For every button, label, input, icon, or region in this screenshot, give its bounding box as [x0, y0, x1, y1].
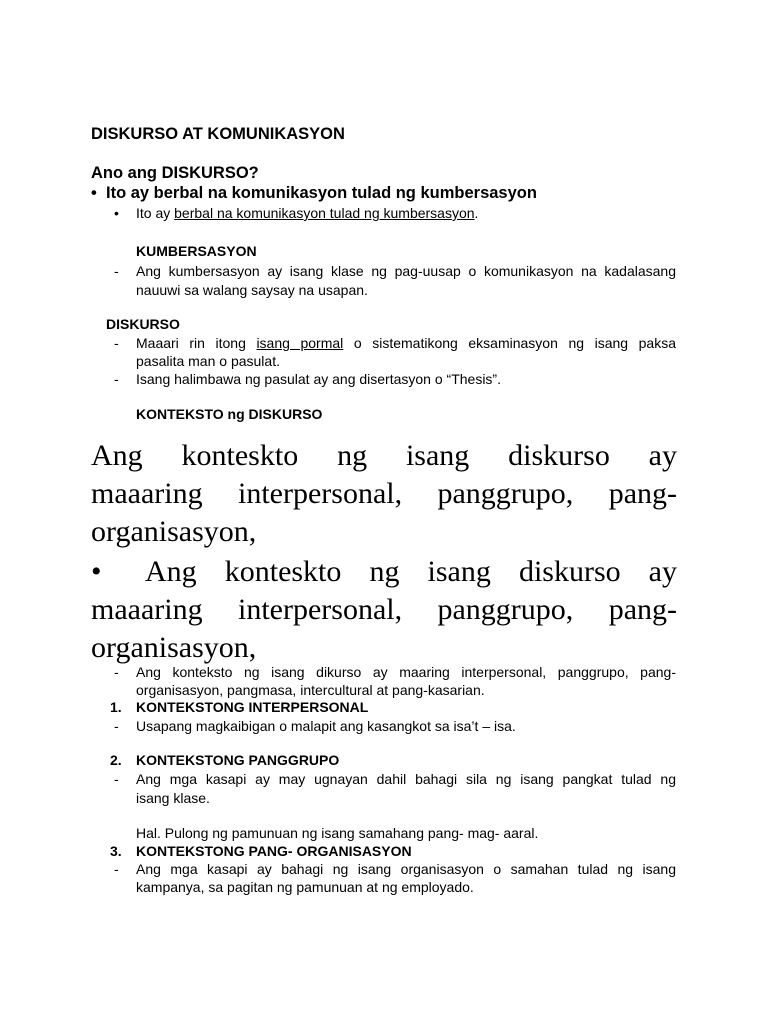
big-para-line3: organisasyon, [91, 515, 257, 548]
big-bullet-mark: • [91, 555, 102, 588]
document-title: DISKURSO AT KOMUNIKASYON [91, 125, 345, 143]
section-1-line1: Usapang magkaibigan o malapit ang kasangkot sa isa’t – isa. [136, 718, 516, 734]
diskurso-item1-suffix: o sistematikong eksaminasyon ng isang paksa [343, 335, 676, 351]
big-bullet-line2: maaaring interpersonal, panggrupo, pang- [91, 593, 677, 626]
sub-bullet-prefix: Ito ay [136, 205, 175, 221]
konteksto-heading: KONTEKSTO ng DISKURSO [136, 406, 323, 422]
sub-bullet-text [136, 204, 478, 223]
big-bullet-line3: organisasyon, [91, 631, 257, 664]
section-2-line1: Ang mga kasapi ay may ugnayan dahil bahagi sila ng isang pangkat tulad ng [136, 771, 676, 787]
section-question: Ano ang DISKURSO? [91, 164, 259, 182]
sub-bullet-mark: • [114, 205, 119, 221]
big-para-line2: maaaring interpersonal, panggrupo, pang- [91, 477, 677, 510]
diskurso-item2: Isang halimbawa ng pasulat ay ang disertasyon o “Thesis”. [136, 371, 501, 387]
intro-bullet-mark: • [91, 184, 97, 202]
section-1-dash: - [114, 718, 119, 734]
konteksto-item-line1: Ang konteksto ng isang dikurso ay maaring interpersonal, panggrupo, pang- [136, 664, 676, 680]
section-3-heading: KONTEKSTONG PANG- ORGANISASYON [136, 843, 412, 859]
sub-bullet-suffix: . [474, 205, 479, 221]
section-2-line2: isang klase. [136, 790, 210, 806]
diskurso-item1-line1 [136, 334, 676, 353]
sub-bullet-underlined: berbal na komunikasyon tulad ng kumbersasyon [174, 205, 475, 221]
intro-bullet-text: Ito ay berbal na komunikasyon tulad ng kumbersasyon [106, 184, 537, 202]
diskurso-heading: DISKURSO [106, 316, 180, 332]
section-3-line2: kampanya, sa pagitan ng pamunuan at ng employado. [136, 879, 474, 895]
diskurso-item1-line2: pasalita man o pasulat. [136, 353, 280, 369]
section-2-dash: - [114, 771, 119, 787]
section-2-number: 2. [110, 752, 122, 768]
konteksto-dash: - [114, 664, 119, 680]
section-2-heading: KONTEKSTONG PANGGRUPO [136, 752, 340, 768]
section-3-line1: Ang mga kasapi ay bahagi ng isang organisasyon o samahan tulad ng isang [136, 861, 676, 877]
section-3-dash: - [114, 861, 119, 877]
konteksto-item-line2: organisasyon, pangmasa, intercultural at pang-kasarian. [136, 682, 485, 698]
section-2-example: Hal. Pulong ng pamunuan ng isang samahang pang- mag- aaral. [136, 825, 539, 841]
diskurso-dash-1: - [114, 335, 119, 351]
kumbersasyon-line2: nauuwi sa walang saysay na usapan. [136, 282, 368, 298]
diskurso-item1-underlined: isang pormal [256, 335, 344, 351]
big-bullet-line1: Ang konteskto ng isang diskurso ay [145, 555, 677, 588]
kumbersasyon-line1: Ang kumbersasyon ay isang klase ng pag-uusap o komunikasyon na kadalasang [136, 263, 676, 279]
big-para-line1: Ang konteskto ng isang diskurso ay [91, 439, 677, 472]
section-3-number: 3. [110, 843, 122, 859]
kumbersasyon-dash: - [114, 263, 119, 279]
section-1-heading: KONTEKSTONG INTERPERSONAL [136, 699, 369, 715]
section-1-number: 1. [110, 699, 122, 715]
diskurso-dash-2: - [114, 371, 119, 387]
kumbersasyon-heading: KUMBERSASYON [136, 243, 257, 259]
diskurso-item1-prefix: Maaari rin itong [136, 335, 257, 351]
